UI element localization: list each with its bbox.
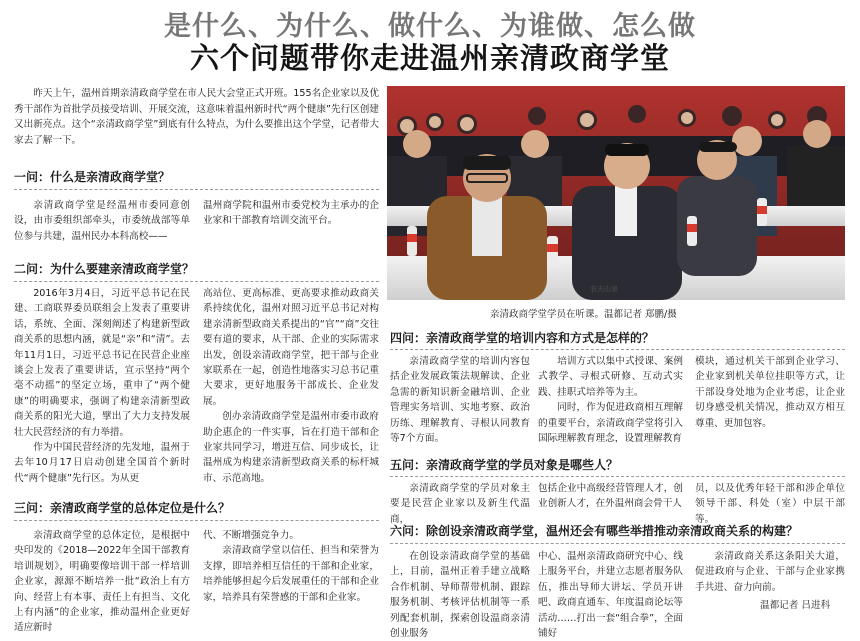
section-6-title: 六问：除创设亲清政商学堂，温州还会有哪些举措推动亲清政商关系的构建？ <box>390 524 799 538</box>
section-3-col-2 <box>203 528 379 605</box>
section-5-title: 五问：亲清政商学堂的学员对象是哪些人？ <box>390 458 619 472</box>
headline-main: 六个问题带你走进温州亲清政商学堂 <box>189 41 670 75</box>
section-6-col-3 <box>695 549 845 595</box>
section-4-text-2: 培训方式以集中式授课、案例式教学、寻根式研修、互动式实践、挂职式培养等为主。 <box>538 356 683 398</box>
section-2-para-1: 2016年3月4日，习近平总书记在民建、工商联界委员联组会上发表了重要讲话，系统、全面、深刻阐述了构建新型政商关系的思想内涵，就是“亲”和“清”。去年11月1日，习近平总书记在民营企业座谈会上发表了重要讲话，宣示坚持“两个毫不动摇”的坚定立场，重申了“两个健康”的明确要求，强调了构建亲清新型政商关系的阳光大道，擘出了大力支持发展壮大民营经济的有力举措。 <box>14 288 190 438</box>
bottle-label: 农夫山泉 <box>590 285 618 293</box>
section-5-text-1: 亲清政商学堂的学员对象主要是民营企业家以及新生代温商， <box>390 483 530 525</box>
section-2-col-2 <box>203 286 379 486</box>
section-4-text-3: 同时，作为促进政商相互理解的重要平台，亲清政商学堂将引入国际理解教育理念，设置理解教育 <box>538 402 683 445</box>
section-divider <box>390 543 845 544</box>
byline: 温都记者 吕进科 <box>760 600 831 611</box>
section-3-text-2: 代、不断增强竞争力。 <box>203 530 299 541</box>
section-4-title: 四问：亲清政商学堂的培训内容和方式是怎样的？ <box>390 331 655 345</box>
section-6-text-2: 中心、温州亲清政商研究中心、线上服务平台，并建立志愿者服务队伍，推出导师大讲坛、学员开讲吧、政商直通车、年度温商论坛等活动……打出一套“组合拳”，全面铺好 <box>538 551 683 640</box>
section-divider <box>14 520 379 521</box>
lead-text: 昨天上午，温州首期亲清政商学堂在市人民大会堂正式开班。155名企业家以及优秀干部作为首批学员接受培训、开展交流，这意味着温州新时代“两个健康”先行区创建又出新亮点。这个“亲清政商学堂”到底有什么特点，为什么要推出这个学堂，记者带大家去了解一下。 <box>14 88 379 146</box>
news-photo <box>387 86 845 300</box>
lead-paragraph <box>14 86 379 148</box>
section-4-col-3 <box>695 354 845 431</box>
section-5-text-3: 员，以及优秀年轻干部和涉企单位领导干部、科处（室）中层干部等。 <box>695 483 845 525</box>
section-2-para-2: 作为中国民营经济的先发地，温州于去年10月17日启动创建全国首个新时代“两个健康”先行区。为从更 <box>14 442 190 484</box>
section-1-title: 一问：什么是亲清政商学堂？ <box>14 170 171 184</box>
section-6-text-1: 在创设亲清政商学堂的基础上，目前，温州正着手建立战略合作机制、导师帮带机制、跟踪服务机制、考核评估机制等一系列配套机制，探索创设温商亲清创业服务 <box>390 551 530 640</box>
section-1-text-2: 温州商学院和温州市委党校为主承办的企业家和干部教育培训交流平台。 <box>203 200 379 227</box>
section-3-col-1 <box>14 528 190 636</box>
section-2-col-1 <box>14 286 190 486</box>
section-3-text-1: 亲清政商学堂的总体定位，是根据中央印发的《2018—2022年全国干部教育培训规划》，明确要像培训干部一样培训企业家，源源不断培养一批“政治上有方向、经营上有本事、责任上有担当、文化上有内涵”的企业家，推动温州企业更好适应新时 <box>14 530 190 634</box>
section-1-col-1 <box>14 198 190 244</box>
photo-caption: 亲清政商学堂学员在听课。温都记者 郑鹏/摄 <box>490 309 677 320</box>
section-3-text-3: 亲清政商学堂以信任、担当和荣誉为支撑，即培养相互信任的干部和企业家，培养能够担起今后发展重任的干部和企业家，培养具有荣誉感的干部和企业家。 <box>203 545 379 603</box>
section-divider <box>14 281 379 282</box>
section-5-col-2 <box>538 481 683 512</box>
section-5-col-1 <box>390 481 530 527</box>
section-5-text-2: 包括企业中高级经营管理人才，创业创新人才，在外温州商会骨干人 <box>538 483 683 510</box>
section-2-title: 二问：为什么要建亲清政商学堂？ <box>14 262 195 276</box>
section-1-text-1: 亲清政商学堂是经温州市委同意创设，由市委组织部牵头，市委统战部等单位参与共建，温州民办本科高校—— <box>14 200 190 242</box>
section-6-col-2 <box>538 549 683 641</box>
section-6-col-1 <box>390 549 530 641</box>
section-5-col-3 <box>695 481 845 527</box>
section-divider <box>390 476 845 477</box>
section-2-para-3: 高站位、更高标准、更高要求推动政商关系持续优化，温州对照习近平总书记对构建亲清新型政商关系提出的“官”“商”交往要有道的要求，从干部、企业的实际需求出发，创设亲清政商学堂，把干部与企业家联系在一起，创造性地落实习总书记重大要求，更好地服务干部成长、企业发展。 <box>203 288 379 407</box>
section-1-col-2 <box>203 198 379 229</box>
section-2-para-4: 创办亲清政商学堂是温州市委市政府助企惠企的一件实事，旨在打造干部和企业家共同学习，增进互信、同步成长，让温州成为构建亲清新型政商关系的标杆城市、示范高地。 <box>203 411 379 484</box>
section-4-text-4: 模块，通过机关干部到企业学习、企业家到机关单位挂职等方式，让干部设身处地为企业考虑，让企业切身感受机关情况，推动双方相互尊重、更加包容。 <box>695 356 845 429</box>
photo-illustration <box>387 86 845 300</box>
section-divider <box>14 189 379 190</box>
section-4-text-1: 亲清政商学堂的培训内容包括企业发展政策法规解读、企业急需的新知识新金融培训、企业管理实务培训、实地考察、政治历练、理解教育、寻根认同教育等7个方面。 <box>390 356 530 445</box>
section-3-title: 三问：亲清政商学堂的总体定位是什么？ <box>14 501 231 515</box>
section-6-text-3: 亲清政商关系这条阳关大道，促进政府与企业、干部与企业家携手共进、奋力向前。 <box>695 551 845 593</box>
section-4-col-2 <box>538 354 683 446</box>
section-4-col-1 <box>390 354 530 446</box>
headline-kicker: 是什么、为什么、做什么、为谁做、怎么做 <box>164 11 696 42</box>
section-divider <box>390 349 845 350</box>
